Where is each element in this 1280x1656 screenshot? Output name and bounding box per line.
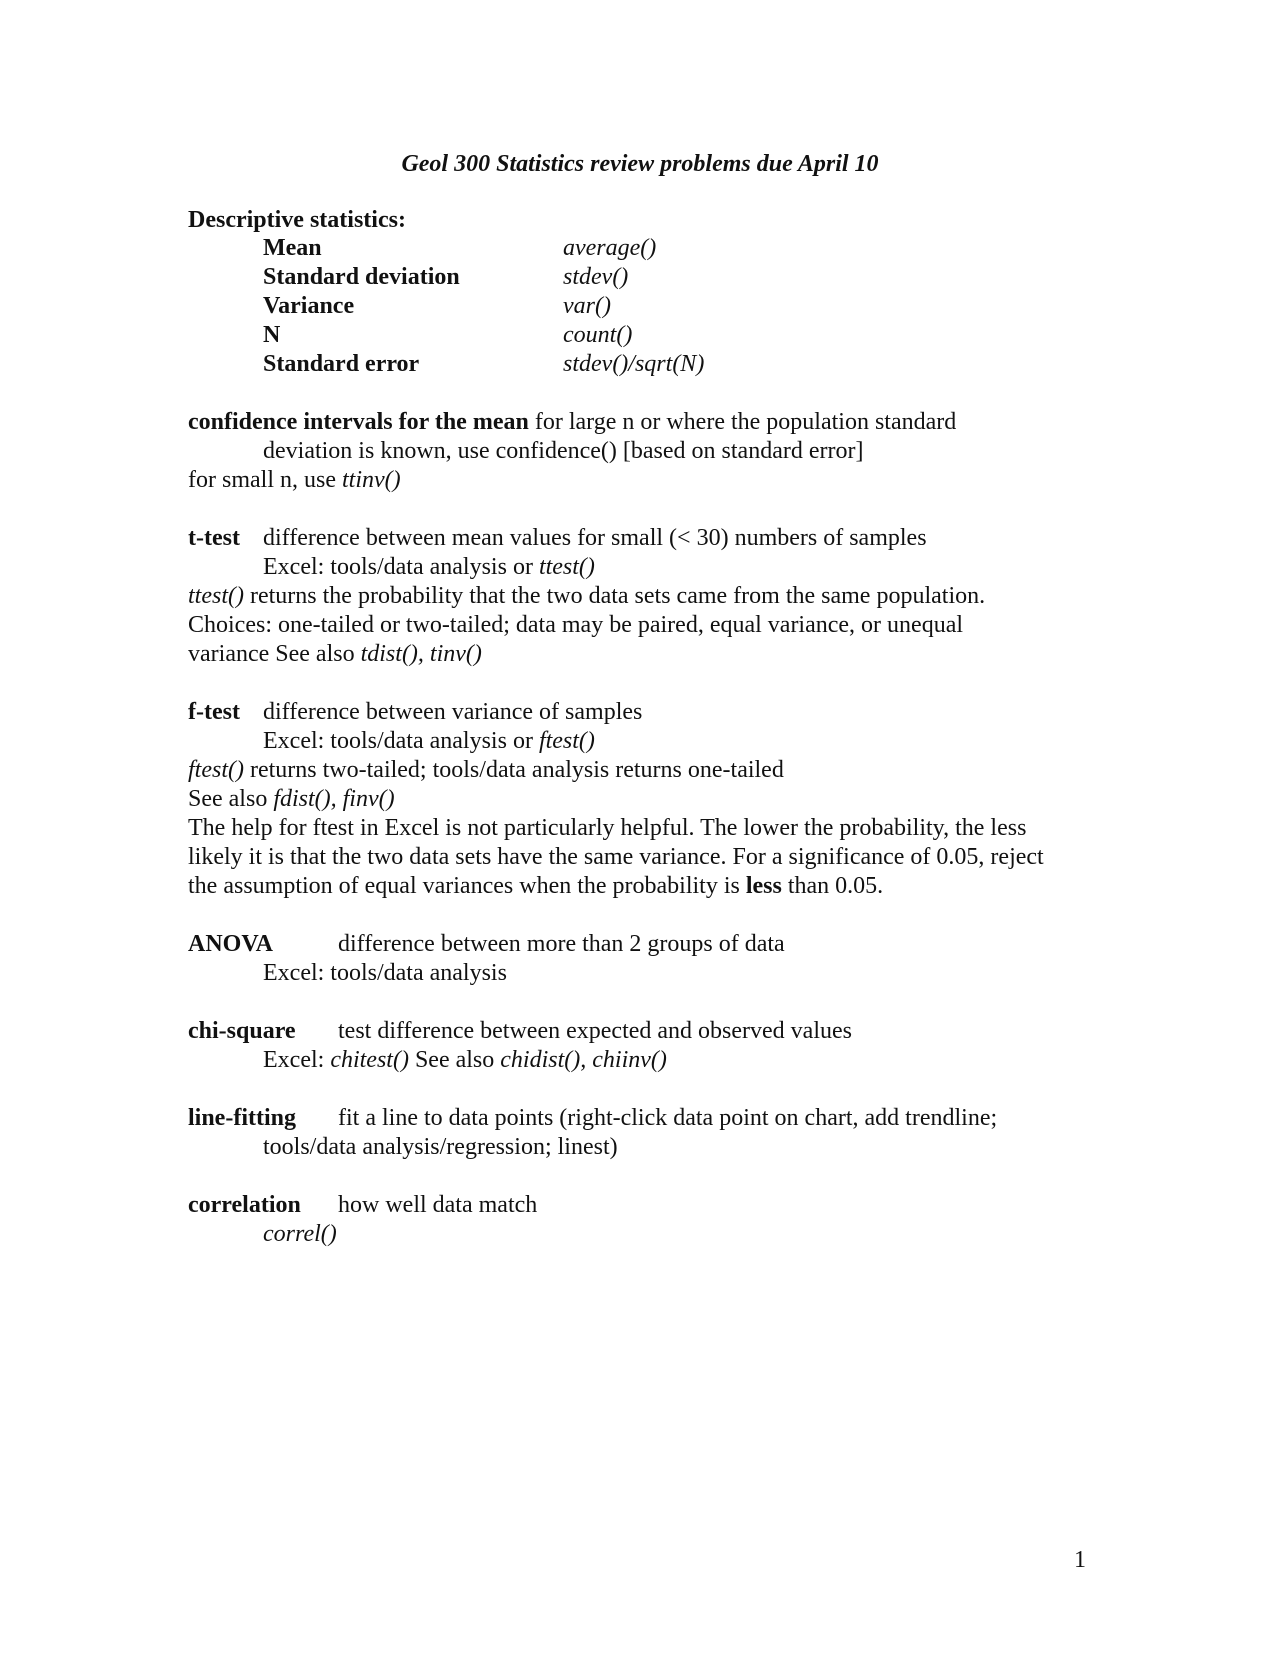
ttest-function: ttest() bbox=[538, 554, 595, 580]
linefitting-line-2: tools/data analysis/regression; linest) bbox=[263, 1134, 618, 1160]
stat-function: stdev() bbox=[563, 264, 629, 290]
chisquare-excel bbox=[263, 1046, 667, 1075]
descriptive-heading: Descriptive statistics: bbox=[188, 207, 406, 233]
stat-name: N bbox=[263, 322, 281, 348]
stat-name: Standard error bbox=[263, 351, 420, 377]
ftest-line-1 bbox=[188, 698, 642, 727]
ftest-excel-text: Excel: tools/data analysis or bbox=[263, 728, 539, 754]
confidence-line-3 bbox=[188, 466, 401, 495]
ftest-line-7 bbox=[188, 872, 883, 901]
ttest-excel bbox=[263, 553, 595, 582]
confidence-line-1 bbox=[188, 408, 956, 437]
stat-name: Variance bbox=[263, 293, 355, 319]
stat-function: count() bbox=[563, 322, 633, 348]
linefitting-line-1 bbox=[188, 1104, 997, 1133]
stat-function: var() bbox=[563, 293, 611, 319]
stat-name: Mean bbox=[263, 235, 322, 261]
chisquare-desc: test difference between expected and observed values bbox=[338, 1018, 852, 1044]
ttest-line-3 bbox=[188, 582, 985, 611]
ftest-function: ftest() bbox=[188, 757, 244, 783]
ttest-function: ttest() bbox=[188, 583, 244, 609]
ftest-line-5: The help for ftest in Excel is not particularly helpful. The lower the probability, the less bbox=[188, 815, 1027, 841]
page-title: Geol 300 Statistics review problems due April 10 bbox=[401, 151, 879, 177]
confidence-text: for large n or where the population standard bbox=[528, 409, 957, 435]
ttest-see-also: variance See also bbox=[188, 641, 361, 667]
descriptive-row bbox=[263, 321, 863, 350]
ftest-returns: returns two-tailed; tools/data analysis returns one-tailed bbox=[243, 757, 784, 783]
ttinv-function: ttinv() bbox=[341, 467, 401, 493]
ttest-related-functions: tdist(), tinv() bbox=[360, 641, 482, 667]
ftest-term: f-test bbox=[188, 699, 240, 725]
ftest-threshold: than 0.05. bbox=[781, 873, 884, 899]
ttest-excel-text: Excel: tools/data analysis or bbox=[263, 554, 539, 580]
ftest-line-3 bbox=[188, 756, 784, 785]
confidence-small-n: for small n, use bbox=[188, 467, 342, 493]
ttest-line-1 bbox=[188, 524, 927, 553]
ftest-assumption: the assumption of equal variances when the probability is bbox=[188, 873, 746, 899]
anova-excel: Excel: tools/data analysis bbox=[263, 960, 507, 986]
chisquare-related-functions: chidist(), chiinv() bbox=[500, 1047, 667, 1073]
stat-name: Standard deviation bbox=[263, 264, 460, 290]
correlation-term: correlation bbox=[188, 1192, 301, 1218]
stat-function: average() bbox=[563, 235, 657, 261]
ttest-returns: returns the probability that the two data sets came from the same population. bbox=[243, 583, 986, 609]
chitest-function: chitest() bbox=[330, 1047, 409, 1073]
stat-function: stdev()/sqrt(N) bbox=[563, 351, 705, 377]
chisquare-term: chi-square bbox=[188, 1018, 296, 1044]
chisquare-line-1 bbox=[188, 1017, 852, 1046]
descriptive-row bbox=[263, 350, 863, 379]
correlation-line-1 bbox=[188, 1191, 537, 1220]
ftest-less: less bbox=[745, 873, 782, 899]
ftest-related-functions: fdist(), finv() bbox=[273, 786, 395, 812]
ttest-line-5 bbox=[188, 640, 482, 669]
ftest-desc: difference between variance of samples bbox=[263, 699, 643, 725]
chisquare-see-also: See also bbox=[408, 1047, 501, 1073]
confidence-line-2: deviation is known, use confidence() [based on standard error] bbox=[263, 438, 864, 464]
confidence-term: confidence intervals for the mean bbox=[188, 409, 529, 435]
linefitting-term: line-fitting bbox=[188, 1105, 296, 1131]
anova-desc: difference between more than 2 groups of data bbox=[338, 931, 785, 957]
ftest-line-6: likely it is that the two data sets have the same variance. For a significance of 0.05, reject bbox=[188, 844, 1044, 870]
ftest-line-4 bbox=[188, 785, 395, 814]
ftest-function: ftest() bbox=[538, 728, 595, 754]
correlation-desc: how well data match bbox=[338, 1192, 538, 1218]
anova-term: ANOVA bbox=[188, 931, 273, 957]
descriptive-row bbox=[263, 263, 863, 292]
ftest-excel bbox=[263, 727, 595, 756]
page-number: 1 bbox=[1074, 1547, 1086, 1573]
descriptive-row bbox=[263, 292, 863, 321]
descriptive-row bbox=[263, 234, 863, 263]
chisquare-excel-label: Excel: bbox=[263, 1047, 331, 1073]
linefitting-desc: fit a line to data points (right-click data point on chart, add trendline; bbox=[338, 1105, 998, 1131]
ttest-term: t-test bbox=[188, 525, 240, 551]
ttest-desc: difference between mean values for small (< 30) numbers of samples bbox=[263, 525, 927, 551]
correl-function: correl() bbox=[263, 1221, 337, 1247]
anova-line-1 bbox=[188, 930, 785, 959]
ftest-see-also: See also bbox=[188, 786, 274, 812]
ttest-line-4: Choices: one-tailed or two-tailed; data may be paired, equal variance, or unequal bbox=[188, 612, 964, 638]
